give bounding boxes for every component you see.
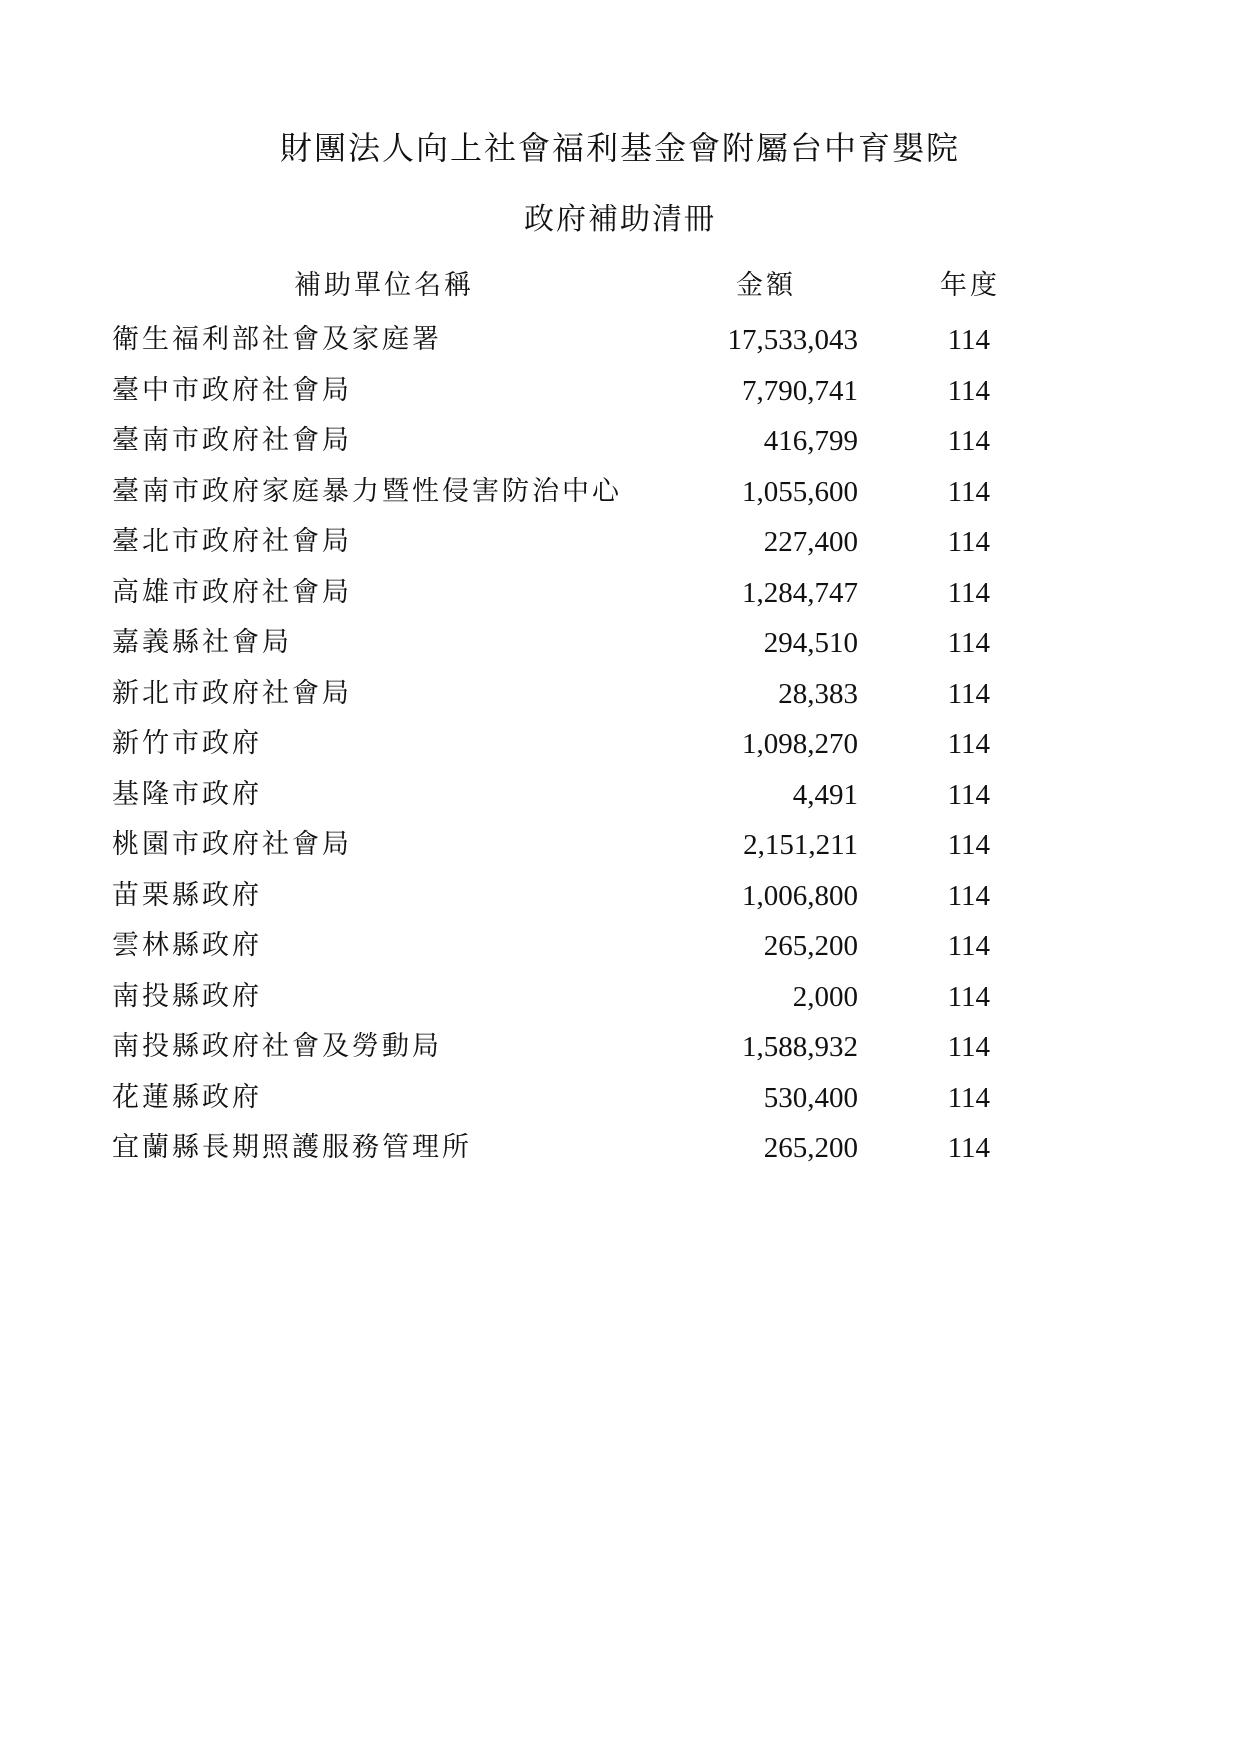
table-header-row: [0, 266, 1240, 320]
unit-name-cell: 宜蘭縣長期照護服務管理所: [112, 1132, 472, 1163]
year-cell: 114: [947, 475, 990, 508]
amount-cell: 17,533,043: [727, 324, 858, 356]
unit-name-cell: 高雄市政府社會局: [112, 576, 352, 608]
year-cell: 114: [947, 778, 990, 811]
table-row: [0, 522, 1240, 573]
year-cell: 114: [947, 425, 990, 457]
year-cell: 114: [947, 728, 990, 760]
year-cell: 114: [947, 1031, 990, 1063]
table-row: [0, 775, 1240, 826]
amount-cell: 294,510: [763, 627, 858, 659]
unit-name-cell: 苗栗縣政府: [112, 879, 262, 911]
table-body: [0, 320, 1240, 1179]
amount-cell: 1,055,600: [742, 475, 858, 508]
unit-name-cell: 南投縣政府社會及勞動局: [112, 1031, 442, 1062]
amount-cell: 4,491: [792, 778, 858, 811]
year-cell: 114: [947, 879, 990, 912]
table-row: [0, 724, 1240, 775]
header-amount: 金額: [736, 270, 796, 301]
unit-name-cell: 新竹市政府: [112, 728, 262, 759]
header-year: 年度: [940, 270, 1000, 301]
unit-name-cell: 基隆市政府: [112, 778, 262, 810]
unit-name-cell: 臺南市政府社會局: [112, 425, 352, 456]
amount-cell: 265,200: [763, 930, 858, 962]
table-row: [0, 926, 1240, 977]
amount-cell: 416,799: [763, 425, 858, 457]
amount-cell: 265,200: [763, 1132, 858, 1164]
year-cell: 114: [947, 930, 990, 962]
year-cell: 114: [947, 677, 990, 710]
table-row: [0, 1027, 1240, 1078]
amount-cell: 2,000: [792, 980, 858, 1013]
year-cell: 114: [947, 526, 990, 558]
table-row: [0, 674, 1240, 725]
page-subtitle: 政府補助清冊: [524, 202, 716, 237]
table-row: [0, 320, 1240, 371]
unit-name-cell: 雲林縣政府: [112, 930, 262, 961]
table-row: [0, 825, 1240, 876]
table-row: [0, 421, 1240, 472]
unit-name-cell: 南投縣政府: [112, 980, 262, 1012]
unit-name-cell: 新北市政府社會局: [112, 677, 352, 709]
year-cell: 114: [947, 374, 990, 407]
year-cell: 114: [947, 324, 990, 356]
amount-cell: 1,006,800: [742, 879, 858, 912]
unit-name-cell: 臺北市政府社會局: [112, 526, 352, 557]
year-cell: 114: [947, 829, 990, 861]
unit-name-cell: 衛生福利部社會及家庭署: [112, 324, 442, 355]
header-unit-name: 補助單位名稱: [294, 270, 474, 301]
amount-cell: 2,151,211: [743, 829, 858, 861]
table-row: [0, 573, 1240, 624]
table-row: [0, 1128, 1240, 1179]
unit-name-cell: 嘉義縣社會局: [112, 627, 292, 658]
grant-table: [0, 266, 1240, 1179]
year-cell: 114: [947, 1081, 990, 1114]
unit-name-cell: 桃園市政府社會局: [112, 829, 352, 860]
unit-name-cell: 臺南市政府家庭暴力暨性侵害防治中心: [112, 475, 622, 507]
amount-cell: 227,400: [763, 526, 858, 558]
table-row: [0, 876, 1240, 927]
year-cell: 114: [947, 980, 990, 1013]
table-row: [0, 371, 1240, 422]
page-title: 財團法人向上社會福利基金會附屬台中育嬰院: [279, 129, 960, 167]
year-cell: 114: [947, 576, 990, 609]
table-row: [0, 472, 1240, 523]
year-cell: 114: [947, 627, 990, 659]
amount-cell: 1,098,270: [742, 728, 858, 760]
table-row: [0, 623, 1240, 674]
amount-cell: 28,383: [778, 677, 858, 710]
amount-cell: 530,400: [763, 1081, 858, 1114]
table-row: [0, 977, 1240, 1028]
unit-name-cell: 臺中市政府社會局: [112, 374, 352, 406]
table-row: [0, 1078, 1240, 1129]
amount-cell: 7,790,741: [742, 374, 858, 407]
year-cell: 114: [947, 1132, 990, 1164]
unit-name-cell: 花蓮縣政府: [112, 1081, 262, 1113]
amount-cell: 1,284,747: [742, 576, 858, 609]
amount-cell: 1,588,932: [742, 1031, 858, 1063]
